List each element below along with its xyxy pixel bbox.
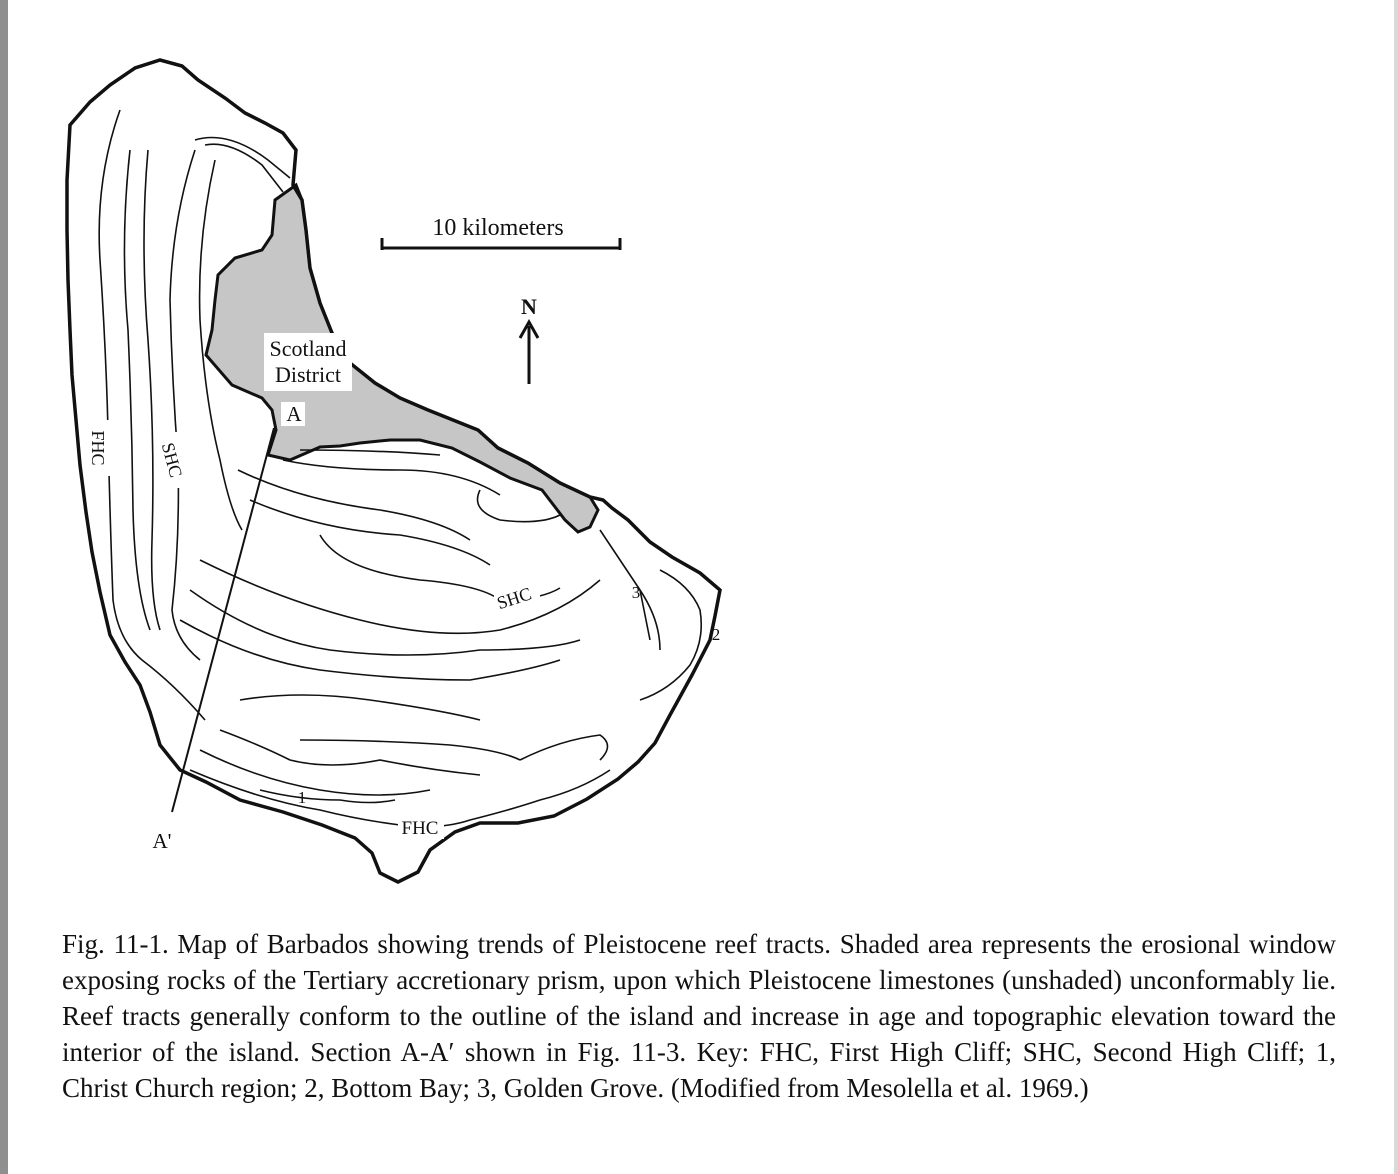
shc-west-label: SHC — [157, 440, 187, 480]
site-1-label: 1 — [297, 788, 307, 807]
central-contour — [283, 460, 500, 495]
central-contour — [300, 450, 440, 455]
fhc-west-label: FHC — [88, 430, 108, 466]
inner-west-contour — [124, 150, 150, 630]
central-contour — [250, 500, 490, 565]
southern-contour — [300, 740, 520, 760]
inner-west-contour — [144, 150, 160, 630]
district-label-line2: District — [275, 362, 341, 387]
north-arrow-icon — [520, 322, 538, 384]
scale-bar-label: 10 kilometers — [432, 215, 564, 241]
eastern-contour — [600, 530, 660, 650]
shc-west-cliff-line — [170, 150, 200, 660]
site-3-label: 3 — [631, 583, 641, 602]
section-end-label: A' — [152, 829, 172, 853]
southern-contour — [240, 695, 480, 720]
inner-west-contour — [205, 144, 283, 192]
southern-contour — [220, 730, 480, 775]
fhc-south-label: FHC — [401, 818, 439, 839]
section-line-a-a-prime — [172, 428, 274, 812]
north-arrow-label: N — [521, 294, 537, 319]
southern-contour — [520, 735, 608, 760]
site-2-label: 2 — [711, 625, 721, 644]
reef-tract-contours — [99, 110, 701, 827]
shc-central-label: SHC — [494, 583, 534, 614]
figure-caption: Fig. 11-1. Map of Barbados showing trends of Pleistocene reef tracts. Shaded area represents the erosional window exposing rocks of the Tertiary accretionary prism, upon which Pleistocene limestones (unshaded) unconformably lie. Reef tracts generally conform to the outline of the island and increase in age and topographic elevation toward the interior of the island. Section A-A′ shown in Fig. 11-3. Key: FHC, First High Cliff; SHC, Second High Cliff; 1, Christ Church region; 2, Bottom Bay; 3, Golden Grove. (Modified from Mesolella et al. 1969.) — [62, 929, 1336, 1103]
section-start-label: A — [286, 402, 302, 426]
district-label-line1: Scotland — [269, 336, 347, 361]
